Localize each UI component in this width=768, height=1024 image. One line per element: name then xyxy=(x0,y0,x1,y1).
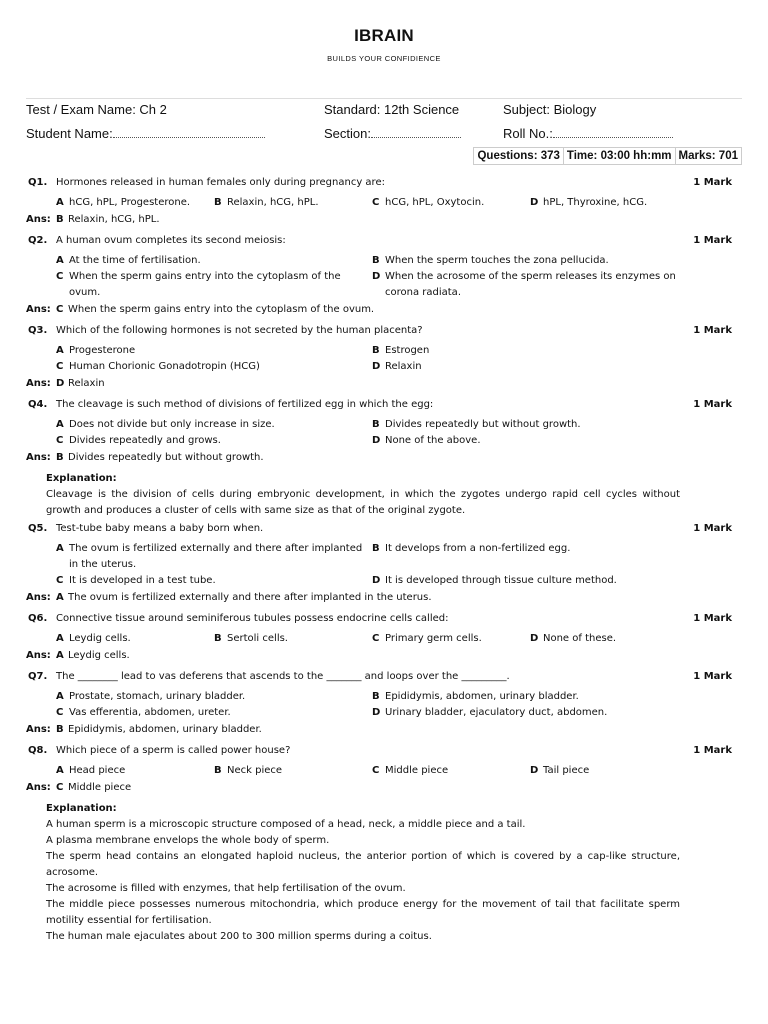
header-divider xyxy=(26,98,742,99)
options-list xyxy=(56,251,696,301)
option-item xyxy=(372,689,688,705)
option-text: It is developed through tissue culture method. xyxy=(385,575,617,586)
answer-key: B xyxy=(56,724,64,735)
option-text: Neck piece xyxy=(227,765,283,776)
option-item xyxy=(214,195,372,211)
option-text: Relaxin xyxy=(385,361,422,372)
option-text: Primary germ cells. xyxy=(385,633,482,644)
option-item xyxy=(56,705,372,721)
option-key: C xyxy=(56,575,64,586)
explanation-heading: Explanation: xyxy=(46,803,117,814)
option-text: The ovum is fertilized externally and there after implanted in the uterus. xyxy=(69,543,363,570)
answer-row xyxy=(0,375,768,395)
answer-row xyxy=(0,211,768,231)
time-limit: Time: 03:00 hh:mm xyxy=(563,147,676,165)
question-text: Hormones released in human females only during pregnancy are: xyxy=(56,177,385,188)
option-key: D xyxy=(372,575,381,586)
option-item xyxy=(372,269,688,301)
option-key: D xyxy=(372,271,381,282)
section-blank xyxy=(371,127,461,138)
option-item xyxy=(56,631,214,647)
option-item xyxy=(372,541,688,573)
explanation-paragraph: A plasma membrane envelops the whole body of sperm. xyxy=(46,835,330,846)
question-marks: 1 Mark xyxy=(693,325,732,336)
option-item xyxy=(372,359,688,375)
option-item xyxy=(56,689,372,705)
question-text: The ________ lead to vas deferens that ascends to the _______ and loops over the _________. xyxy=(56,671,510,682)
option-text: It is developed in a test tube. xyxy=(69,575,216,586)
option-item xyxy=(530,763,688,779)
answer-text: Relaxin, hCG, hPL. xyxy=(68,214,160,225)
question-number: Q1. xyxy=(28,177,48,188)
option-item xyxy=(372,433,688,449)
option-text: Human Chorionic Gonadotropin (HCG) xyxy=(69,361,260,372)
answer-text: Middle piece xyxy=(68,782,132,793)
option-key: D xyxy=(530,765,539,776)
option-item xyxy=(56,433,372,449)
roll-label: Roll No.: xyxy=(503,126,553,141)
option-key: A xyxy=(56,419,64,430)
question-row xyxy=(0,609,768,629)
question-marks: 1 Mark xyxy=(693,399,732,410)
options-list xyxy=(56,687,696,721)
option-key: B xyxy=(372,543,380,554)
option-text: Urinary bladder, ejaculatory duct, abdomen. xyxy=(385,707,608,718)
option-item xyxy=(372,195,530,211)
option-item xyxy=(56,573,372,589)
answer-key: A xyxy=(56,592,64,603)
question-row xyxy=(0,231,768,251)
answer-label: Ans: xyxy=(26,452,51,463)
answer-text: Leydig cells. xyxy=(68,650,130,661)
option-item xyxy=(372,705,688,721)
option-key: B xyxy=(372,691,380,702)
question-marks: 1 Mark xyxy=(693,523,732,534)
question-row xyxy=(0,667,768,687)
question-row xyxy=(0,519,768,539)
option-text: Progesterone xyxy=(69,345,136,356)
option-key: C xyxy=(372,633,380,644)
question-block xyxy=(0,609,768,667)
answer-label: Ans: xyxy=(26,592,51,603)
question-number: Q2. xyxy=(28,235,48,246)
question-text: Which of the following hormones is not secreted by the human placenta? xyxy=(56,325,423,336)
answer-key: B xyxy=(56,214,64,225)
option-key: C xyxy=(56,435,64,446)
option-text: hPL, Thyroxine, hCG. xyxy=(543,197,648,208)
option-key: B xyxy=(214,765,222,776)
subject: Subject: Biology xyxy=(503,102,597,117)
option-item xyxy=(56,269,372,301)
option-key: A xyxy=(56,633,64,644)
option-text: Prostate, stomach, urinary bladder. xyxy=(69,691,246,702)
option-key: C xyxy=(56,361,64,372)
option-text: When the sperm touches the zona pellucida. xyxy=(385,255,609,266)
question-block xyxy=(0,395,768,519)
question-row xyxy=(0,321,768,341)
option-text: Estrogen xyxy=(385,345,430,356)
option-text: hCG, hPL, Oxytocin. xyxy=(385,197,485,208)
question-marks: 1 Mark xyxy=(693,177,732,188)
answer-label: Ans: xyxy=(26,650,51,661)
page-subtitle: BUILDS YOUR CONFIDIENCE xyxy=(327,54,441,63)
options-list xyxy=(56,629,696,647)
student-name-field xyxy=(26,126,265,141)
question-marks: 1 Mark xyxy=(693,613,732,624)
option-text: Sertoli cells. xyxy=(227,633,288,644)
question-number: Q6. xyxy=(28,613,48,624)
explanation-paragraph: The acrosome is filled with enzymes, that help fertilisation of the ovum. xyxy=(46,883,406,894)
question-row xyxy=(0,741,768,761)
option-text: Leydig cells. xyxy=(69,633,131,644)
option-item xyxy=(56,763,214,779)
question-list xyxy=(0,173,768,945)
option-text: Epididymis, abdomen, urinary bladder. xyxy=(385,691,579,702)
answer-label: Ans: xyxy=(26,724,51,735)
question-marks: 1 Mark xyxy=(693,235,732,246)
explanation-paragraph: A human sperm is a microscopic structure composed of a head, neck, a middle piece and a tail. xyxy=(46,819,526,830)
answer-key: D xyxy=(56,378,65,389)
option-item xyxy=(372,417,688,433)
option-item xyxy=(214,631,372,647)
option-item xyxy=(56,359,372,375)
answer-text: When the sperm gains entry into the cytoplasm of the ovum. xyxy=(68,304,375,315)
question-block xyxy=(0,231,768,321)
option-text: Relaxin, hCG, hPL. xyxy=(227,197,319,208)
question-block xyxy=(0,519,768,609)
option-item xyxy=(372,343,688,359)
question-marks: 1 Mark xyxy=(693,671,732,682)
options-list xyxy=(56,341,696,375)
question-block xyxy=(0,667,768,741)
option-key: A xyxy=(56,255,64,266)
answer-row xyxy=(0,589,768,609)
option-text: Tail piece xyxy=(543,765,590,776)
option-text: Does not divide but only increase in size. xyxy=(69,419,275,430)
option-item xyxy=(372,573,688,589)
roll-blank xyxy=(553,127,673,138)
question-text: Which piece of a sperm is called power house? xyxy=(56,745,291,756)
answer-label: Ans: xyxy=(26,782,51,793)
question-block xyxy=(0,741,768,945)
option-text: Head piece xyxy=(69,765,126,776)
option-item xyxy=(530,631,688,647)
option-item xyxy=(372,763,530,779)
answer-row xyxy=(0,721,768,741)
option-key: B xyxy=(372,345,380,356)
option-item xyxy=(56,253,372,269)
student-name-label: Student Name: xyxy=(26,126,113,141)
option-text: hCG, hPL, Progesterone. xyxy=(69,197,191,208)
option-key: C xyxy=(56,707,64,718)
option-key: A xyxy=(56,691,64,702)
options-list xyxy=(56,193,696,211)
option-text: It develops from a non-fertilized egg. xyxy=(385,543,571,554)
answer-label: Ans: xyxy=(26,214,51,225)
option-key: B xyxy=(214,197,222,208)
question-number: Q3. xyxy=(28,325,48,336)
question-block xyxy=(0,321,768,395)
option-text: Divides repeatedly and grows. xyxy=(69,435,221,446)
option-key: C xyxy=(56,271,64,282)
explanation-paragraph: Cleavage is the division of cells during embryonic development, in which the zygotes undergo rapid cell cycles without growth and produces a cluster of cells with same size as that of the original zygote. xyxy=(46,489,680,516)
option-text: When the acrosome of the sperm releases its enzymes on corona radiata. xyxy=(385,271,676,298)
question-number: Q4. xyxy=(28,399,48,410)
option-key: A xyxy=(56,543,64,554)
option-key: C xyxy=(372,765,380,776)
question-text: Connective tissue around seminiferous tubules possess endocrine cells called: xyxy=(56,613,449,624)
answer-row xyxy=(0,449,768,469)
option-item xyxy=(372,631,530,647)
standard: Standard: 12th Science xyxy=(324,102,460,117)
answer-key: C xyxy=(56,782,64,793)
question-number: Q8. xyxy=(28,745,48,756)
answer-label: Ans: xyxy=(26,378,51,389)
option-key: D xyxy=(372,361,381,372)
options-list xyxy=(56,539,696,589)
option-key: D xyxy=(530,197,539,208)
option-item xyxy=(530,195,688,211)
explanation xyxy=(46,469,680,519)
question-text: A human ovum completes its second meiosis: xyxy=(56,235,286,246)
question-text: Test-tube baby means a baby born when. xyxy=(56,523,264,534)
answer-key: B xyxy=(56,452,64,463)
answer-text: Epididymis, abdomen, urinary bladder. xyxy=(68,724,262,735)
option-text: None of these. xyxy=(543,633,617,644)
option-key: D xyxy=(530,633,539,644)
answer-row xyxy=(0,647,768,667)
question-text: The cleavage is such method of divisions of fertilized egg in which the egg: xyxy=(56,399,434,410)
options-list xyxy=(56,761,696,779)
question-number: Q5. xyxy=(28,523,48,534)
option-key: B xyxy=(214,633,222,644)
option-key: C xyxy=(372,197,380,208)
option-key: D xyxy=(372,707,381,718)
page-title: IBRAIN xyxy=(354,26,414,45)
answer-key: C xyxy=(56,304,64,315)
answer-label: Ans: xyxy=(26,304,51,315)
student-name-blank xyxy=(113,127,265,138)
option-key: A xyxy=(56,197,64,208)
option-key: B xyxy=(372,419,380,430)
option-key: B xyxy=(372,255,380,266)
section-field xyxy=(324,126,461,141)
exam-stats xyxy=(474,147,742,165)
roll-field xyxy=(503,126,673,141)
option-item xyxy=(214,763,372,779)
option-text: Vas efferentia, abdomen, ureter. xyxy=(69,707,231,718)
question-block xyxy=(0,173,768,231)
total-marks: Marks: 701 xyxy=(675,147,742,165)
question-row xyxy=(0,395,768,415)
option-text: Divides repeatedly but without growth. xyxy=(385,419,581,430)
question-row xyxy=(0,173,768,193)
explanation xyxy=(46,799,680,945)
questions-count: Questions: 373 xyxy=(473,147,563,165)
explanation-paragraph: The human male ejaculates about 200 to 300 million sperms during a coitus. xyxy=(46,931,432,942)
option-text: None of the above. xyxy=(385,435,481,446)
answer-key: A xyxy=(56,650,64,661)
section-label: Section: xyxy=(324,126,371,141)
question-marks: 1 Mark xyxy=(693,745,732,756)
explanation-paragraph: The sperm head contains an elongated haploid nucleus, the anterior portion of which is covered by a cap-like structure, acrosome. xyxy=(46,851,680,878)
option-item xyxy=(56,195,214,211)
explanation-paragraph: The middle piece possesses numerous mitochondria, which produce energy for the movement of tail that facilitate sperm motility essential for fertilisation. xyxy=(46,899,680,926)
option-key: A xyxy=(56,345,64,356)
answer-text: The ovum is fertilized externally and there after implanted in the uterus. xyxy=(68,592,432,603)
answer-text: Relaxin xyxy=(68,378,105,389)
option-text: When the sperm gains entry into the cytoplasm of the ovum. xyxy=(69,271,341,298)
option-text: Middle piece xyxy=(385,765,449,776)
exam-name: Test / Exam Name: Ch 2 xyxy=(26,102,167,117)
option-key: A xyxy=(56,765,64,776)
explanation-heading: Explanation: xyxy=(46,473,117,484)
answer-text: Divides repeatedly but without growth. xyxy=(68,452,264,463)
option-item xyxy=(56,343,372,359)
option-item xyxy=(56,541,372,573)
option-text: At the time of fertilisation. xyxy=(69,255,201,266)
options-list xyxy=(56,415,696,449)
question-number: Q7. xyxy=(28,671,48,682)
option-item xyxy=(372,253,688,269)
option-item xyxy=(56,417,372,433)
answer-row xyxy=(0,779,768,799)
option-key: D xyxy=(372,435,381,446)
answer-row xyxy=(0,301,768,321)
